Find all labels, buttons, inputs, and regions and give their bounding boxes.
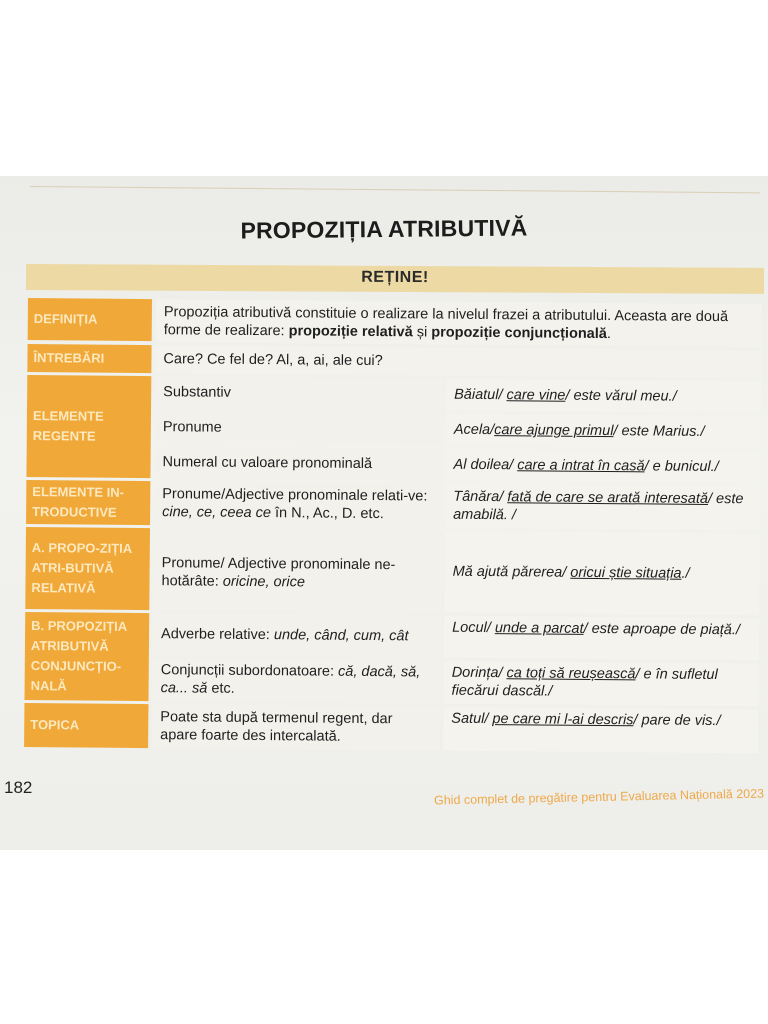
example-underlined: oricui știe situația [570,564,682,582]
conj-text-b: etc. [207,680,235,697]
conjunctionala-row [153,613,759,660]
regent-example [445,449,760,484]
example-pre: Dorința/ [451,664,507,682]
example-underlined: pe care mi l-ai descris [492,711,634,729]
example-post: / e bunicul./ [644,458,719,476]
intro-text-b: în N., Ac., D. etc. [270,505,384,523]
relativa-example [444,531,760,616]
book-title-footer: Ghid complet de pregătire pentru Evaluarea Națională 2023 [433,786,765,808]
conj-text-a: Adverbe relative: [161,626,274,644]
example-pre: Tânăra/ [453,488,508,506]
example-post: / este amabilă. / [453,490,744,524]
topica-example [443,707,758,754]
example-post: / este Marius./ [613,423,705,440]
conjunctionala-row [152,658,758,706]
example-underlined: ca toți să reușească [506,665,636,683]
example-underlined: unde a parcat [494,620,584,637]
example-underlined: care ajunge primul [494,422,614,440]
definition-text [156,299,762,347]
book-page [0,176,768,850]
retine-label: REȚINE! [361,268,429,287]
topica-text: Poate sta după termenul regent, dar apare foarte des intercalată. [152,704,440,751]
example-underlined: fată de care se arată interesată [507,489,709,507]
conj-type [153,613,441,658]
summary-table [24,298,762,756]
row-relativa [25,527,760,615]
conj-type [152,658,440,704]
definition-bold-relativa: propoziție relativă [288,323,413,341]
row-conjunctionala [24,612,759,706]
relativa-text-a: Pronume/ Adjective pronominale ne-hotărâte: [161,555,396,590]
retine-band [26,264,764,294]
intro-italic: cine, ce, ceea ce [162,504,272,522]
regent-row [155,411,761,448]
regent-type: Substantiv [155,376,443,411]
row-intrebari [27,344,761,378]
regent-row [154,446,760,483]
label-elemente-regente: ELEMENTE REGENTE [26,375,151,478]
conj-example [443,661,758,707]
regent-example [446,379,761,414]
row-topica [24,703,758,753]
relativa-type [153,528,442,613]
example-pre: Băiatul/ [454,386,507,404]
top-rule [30,186,760,193]
label-elemente-introductive: ELEMENTE IN-TRODUCTIVE [26,480,150,525]
example-underlined: care a intrat în casă [517,457,645,475]
introductive-example [445,484,760,531]
introductive-type [154,481,442,528]
conj-text-a: Conjuncții subordonatoare: [160,662,339,680]
label-relativa: A. PROPO-ZIȚIA ATRI-BUTIVĂ RELATIVĂ [25,527,150,610]
conj-italic: că, dacă, să, ca... să [160,663,421,697]
label-intrebari: ÎNTREBĂRI [27,344,151,373]
definition-part-b: și [412,324,432,341]
example-post: / este vărul meu./ [565,387,677,405]
example-pre: Locul/ [452,619,495,637]
regent-type: Pronume [155,411,443,446]
definition-part-a: Propoziția atributivă constituie o realizare la nivelul frazei a atributului. Aceasta are două forme de realizare: [163,304,729,340]
example-pre: Mă ajută părerea/ [452,563,571,581]
example-post: ./ [681,565,690,582]
conj-example [444,616,759,661]
example-post: / pare de vis./ [633,712,721,730]
example-pre: Satul/ [451,710,493,728]
example-underlined: care vine [506,387,566,404]
questions-text: Care? Ce fel de? Al, a, ai, ale cui? [155,345,761,378]
regent-row [155,376,761,413]
relativa-italic: oricine, orice [222,573,306,591]
page-title: PROPOZIȚIA ATRIBUTIVĂ [240,214,528,244]
example-post: / e în sufletul fiecărui dascăl./ [451,666,718,700]
example-pre: Acela/ [453,421,495,439]
regent-type: Numeral cu valoare pronominală [154,446,442,481]
page-number: 182 [4,778,33,797]
row-definitia [28,298,762,347]
definition-bold-conjunctionala: propoziție conjuncțională [431,324,607,343]
label-conjunctionala: B. PROPOZIȚIA ATRIBUTIVĂ CONJUNCȚIO-NALĂ [24,612,149,701]
example-pre: Al doilea/ [453,456,518,474]
row-elemente-introductive [26,480,760,530]
regent-example [446,414,761,449]
intro-text-a: Pronume/Adjective pronominale relati-ve: [162,486,428,505]
label-topica: TOPICA [24,703,148,748]
label-definitia: DEFINIȚIA [28,298,152,341]
row-elemente-regente [26,375,761,483]
conj-italic: unde, când, cum, cât [273,627,409,645]
example-post: / este aproape de piață./ [583,620,741,639]
definition-part-c: . [606,326,611,343]
